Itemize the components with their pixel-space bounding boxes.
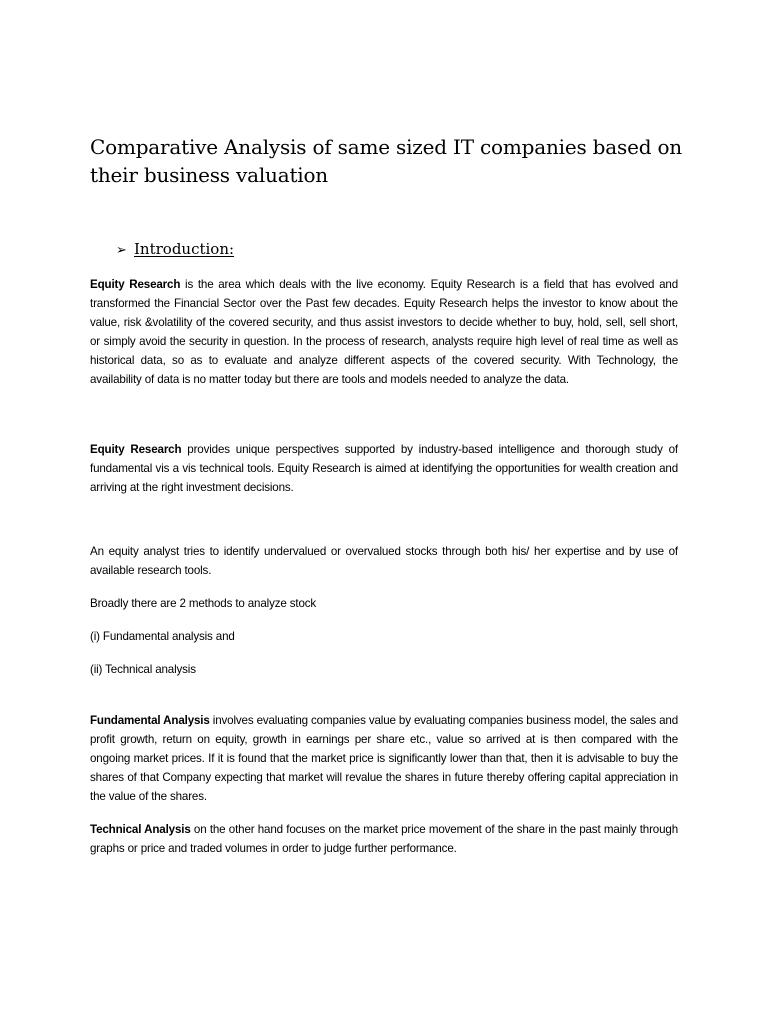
paragraph-technical-analysis <box>90 820 678 858</box>
paragraph-equity-research-perspectives <box>90 440 678 497</box>
paragraph-methods-intro: Broadly there are 2 methods to analyze stock <box>90 597 317 610</box>
paragraph-body: provides unique perspectives supported by industry-based intelligence and thorough study of fundamental vis a vis technical tools. Equity Research is aimed at identifying the opportunities for wealth creation and arriving at the right investment decisions. <box>90 443 678 494</box>
section-heading-introduction <box>116 239 234 261</box>
paragraph-equity-analyst: An equity analyst tries to identify undervalued or overvalued stocks through both his/ her expertise and by use of available research tools. <box>90 545 678 577</box>
paragraph-lead-term: Equity Research <box>90 278 181 291</box>
paragraph-body: is the area which deals with the live economy. Equity Research is a field that has evolved and transformed the Financial Sector over the Past few decades. Equity Research helps the investor to know about the value, risk &volatility of the covered security, and thus assist investors to decide whether to buy, hold, sell, sell short, or simply avoid the security in question. In the process of research, analysts require high level of real time as well as historical data, so as to evaluate and analyze different aspects of the covered security. With Technology, the availability of data is no matter today but there are tools and models needed to analyze the data. <box>90 278 678 386</box>
paragraph-lead-term: Technical Analysis <box>90 823 191 836</box>
list-item-fundamental: (i) Fundamental analysis and <box>90 630 235 643</box>
paragraph-fundamental-analysis <box>90 711 678 806</box>
list-item-technical: (ii) Technical analysis <box>90 663 196 676</box>
section-heading-label: Introduction: <box>134 240 235 258</box>
document-title: Comparative Analysis of same sized IT companies based on their business valuation <box>90 135 682 187</box>
paragraph-body: involves evaluating companies value by evaluating companies business model, the sales and profit growth, return on equity, growth in earnings per share etc., value so arrived at is then compared with the ongoing market prices. If it is found that the market price is significantly lower than that, then it is advisable to buy the shares of that Company expecting that market will revalue the shares in future thereby offering capital appreciation in the value of the shares. <box>90 714 679 803</box>
paragraph-lead-term: Fundamental Analysis <box>90 714 210 727</box>
paragraph-lead-term: Equity Research <box>90 443 182 456</box>
paragraph-equity-research-definition <box>90 275 678 389</box>
arrow-bullet-icon: ➢ <box>116 243 127 258</box>
paragraph-body: on the other hand focuses on the market price movement of the share in the past mainly through graphs or price and traded volumes in order to judge further performance. <box>90 823 678 855</box>
